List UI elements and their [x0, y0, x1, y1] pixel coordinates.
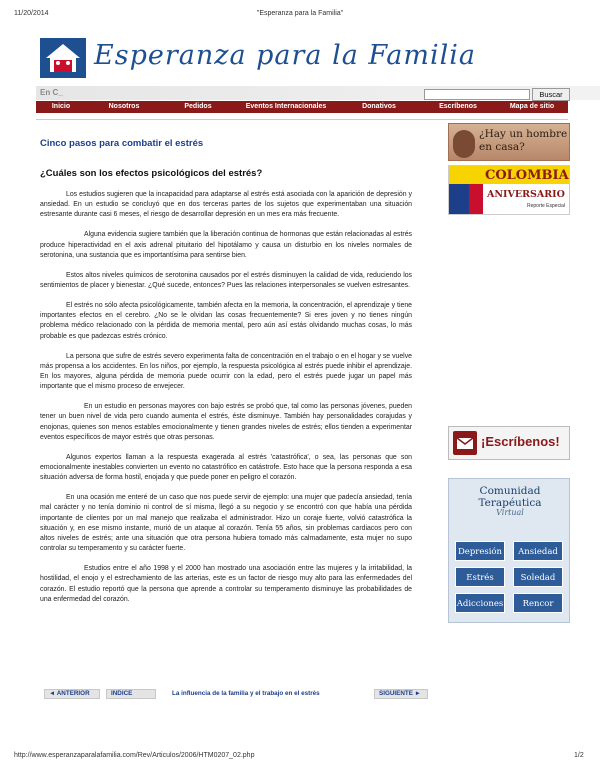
- paragraph-4: El estrés no sólo afecta psicológicamente, también afecta en la memoria, la concentración, el aprendizaje y tiene importantes efectos en el cerebro. ¿No se le olvidan las cosas frecuentemente? Si eres joven y no tienes ningún problema médico relacionado con la pérdida de memoria mental, pero aún así estás olvidando muchas cosas, lo más probable es que padezcas estrés crónico.: [40, 302, 412, 340]
- article-body: [40, 190, 412, 615]
- btn-estres[interactable]: Estrés: [455, 567, 505, 587]
- enc-label: En C_: [40, 88, 63, 97]
- btn-ansiedad[interactable]: Ansiedad: [513, 541, 563, 561]
- nav-eventos-internacionales[interactable]: Eventos Internacionales: [245, 103, 327, 110]
- btn-depresion[interactable]: Depresión: [455, 541, 505, 561]
- nav-inicio[interactable]: Inicio: [51, 103, 71, 110]
- mail-icon: [453, 431, 477, 455]
- paragraph-6: En un estudio en personas mayores con bajo estrés se probó que, tal como las personas jóvenes, pueden tener un buen nivel de vida pero cuando aumenta el estrés, éste disminuye. También hay personalidades corajudas y enojonas, quienes son menos estables emocionalmente y tienen grandes niveles de estrés; ellos tienden a experimentar eventos específicos de mayor estrés que otras personas.: [40, 403, 412, 441]
- ad-hombre-text: ¿Hay un hombre en casa?: [479, 128, 568, 153]
- print-date: 11/20/2014: [14, 10, 49, 17]
- related-article-link[interactable]: La influencia de la familia y el trabajo en el estrés: [172, 690, 320, 697]
- ad-comunidad-terapeutica: [448, 478, 570, 623]
- article-headline: Cinco pasos para combatir el estrés: [40, 138, 204, 149]
- search-input[interactable]: [424, 89, 530, 100]
- print-header: [0, 10, 600, 22]
- paragraph-1: Los estudios sugieren que la incapacidad para adaptarse al estrés está asociada con la aparición de depresión y ansiedad. En un estudio se concluyó que en dos terceras partes de los sujetos que experimentaban una situación estresante durante casi 6 meses, el riesgo de desarrollar depresión en un mes era más frecuente.: [40, 191, 412, 219]
- site-logo[interactable]: [40, 38, 86, 78]
- paragraph-3: Estos altos niveles químicos de serotonina causados por el estrés disminuyen la calidad de vida, reduciendo los sentimientos de placer y bienestar. ¿Qué sucede, entonces? Pues las relaciones interpersonales se vuelven estresantes.: [40, 271, 412, 290]
- paragraph-8: En una ocasión me enteré de un caso que nos puede servir de ejemplo: una mujer que padecía ansiedad, tenía mal carácter y no tenía dominio ni control de sí misma, llegó a su negocio y se encontró con que había una pérdida importante de clientes por un mal manejo que realizaba el administrador. Hizo un coraje fuerte, volvió catastrófica la situación y, en ese mismo instante, murió de un ataque al corazón. Tenía 55 años, sin problemas cardiacos pero con altos niveles de estrés; ante una situación que otra persona hubiera tomado más calmadamente, esta mujer no supo controlar su temperamento y su carácter fuerte.: [40, 494, 412, 553]
- flag-stripe-blue: [449, 184, 469, 215]
- index-button[interactable]: INDICE: [106, 689, 156, 699]
- print-page-number: 1/2: [574, 752, 584, 759]
- nav-donativos[interactable]: Donativos: [362, 103, 396, 110]
- ad-comunidad-title: Comunidad Terapéutica: [478, 485, 542, 509]
- divider: [36, 119, 568, 120]
- prev-button[interactable]: ◄ ANTERIOR: [44, 689, 100, 699]
- article-pager: [40, 689, 430, 701]
- nav-nosotros[interactable]: Nosotros: [108, 103, 140, 110]
- ad-colombia-sub: ANIVERSARIO: [487, 189, 565, 200]
- btn-soledad[interactable]: Soledad: [513, 567, 563, 587]
- portrait-icon: [453, 130, 475, 158]
- search-button[interactable]: Buscar: [532, 88, 570, 101]
- ad-colombia[interactable]: [448, 165, 570, 215]
- ad-colombia-tag: Reporte Especial: [527, 203, 566, 209]
- paragraph-2: Alguna evidencia sugiere también que la liberación continua de hormonas que están relacionadas al estrés produce hiperactividad en el axis adrenal pituitario del hipotálamo y causa un disturbio en los niveles normales de serotonina, una sustancia que es importantísima para sentirse bien.: [40, 231, 412, 259]
- btn-adicciones[interactable]: Adicciones: [455, 593, 505, 613]
- article-subtitle: ¿Cuáles son los efectos psicológicos del estrés?: [40, 168, 263, 179]
- paragraph-9: Estudios entre el año 1998 y el 2000 han mostrado una asociación entre las mujeres y la irritabilidad, la hostilidad, el enojo y el estrechamiento de las arterias, este es un factor de riesgo muy alto para las enfermedades del corazón. El estudio reportó que la persona que aprende a controlar su temperamento disminuye las probabilidades de una enfermedad del corazón.: [40, 565, 412, 603]
- site-title[interactable]: Esperanza para la Familia: [94, 40, 477, 71]
- ad-escribenos-text: ¡Escríbenos!: [481, 434, 560, 449]
- paragraph-5: La persona que sufre de estrés severo experimenta falta de concentración en el trabajo o en el hogar y se vuelve más propensa a los accidentes. En los niños, por ejemplo, la respuesta psicológica al estrés puede inhibir el aprendizaje. En los mayores, alguna pérdida de memoria puede ocurrir con la edad, pero el estrés puede jugar un papel más importante que el mismo proceso de envejecer.: [40, 352, 412, 391]
- print-title: "Esperanza para la Familia": [256, 10, 344, 17]
- ad-hombre-en-casa[interactable]: [448, 123, 570, 161]
- btn-rencor[interactable]: Rencor: [513, 593, 563, 613]
- nav-escribenos[interactable]: Escríbenos: [439, 103, 477, 110]
- next-button[interactable]: SIGUIENTE ►: [374, 689, 428, 699]
- ad-comunidad-sub: Virtual: [496, 508, 524, 517]
- ad-escribenos[interactable]: [448, 426, 570, 460]
- print-url: http://www.esperanzaparalafamilia.com/Rev/Articulos/2006/HTM0207_02.php: [14, 752, 255, 759]
- main-nav: [36, 101, 568, 113]
- house-logo-icon: [40, 38, 86, 78]
- ad-colombia-title: COLOMBIA: [485, 168, 569, 183]
- nav-pedidos[interactable]: Pedidos: [184, 103, 212, 110]
- flag-stripe-red: [469, 184, 483, 215]
- nav-mapa-de-sitio[interactable]: Mapa de sitio: [509, 103, 555, 110]
- paragraph-7: Algunos expertos llaman a la respuesta exagerada al estrés 'catastrófica', o sea, las personas que son emocionalmente inestables convierten un evento no catastrófico en catástrofe. Esto hace que la persona responda a esa situación adversa de forma hostil, enojada y que puede poner en peligro el corazón.: [40, 453, 412, 482]
- print-footer: [0, 752, 600, 762]
